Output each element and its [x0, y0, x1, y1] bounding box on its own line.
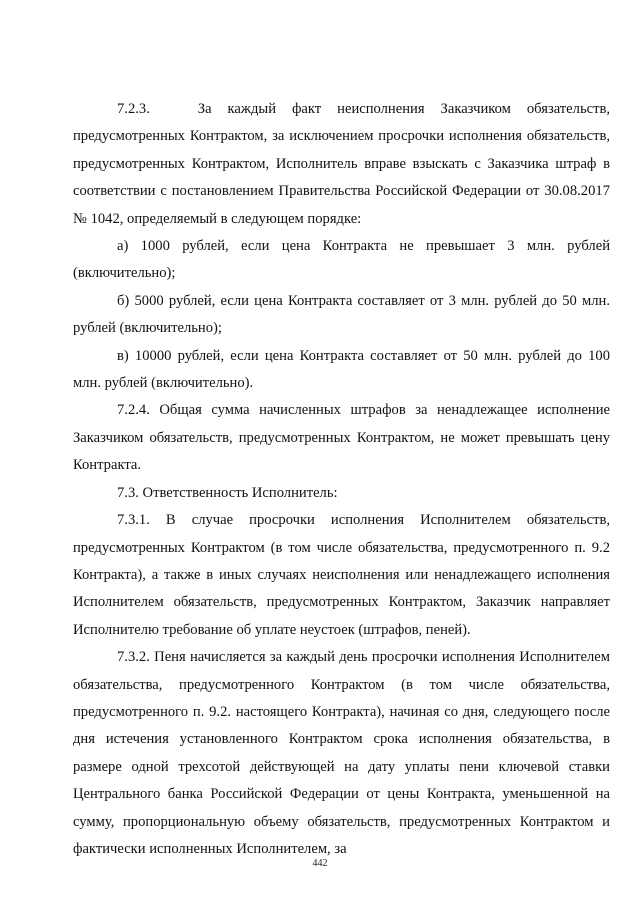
- paragraph-7-2-3: 7.2.3. За каждый факт неисполнения Заказчиком обязательств, предусмотренных Контрактом, за исключением просрочки исполнения обязательств, предусмотренных Контрактом, Исполнитель вправе взыскать с Заказчика штраф в соответствии с постановлением Правительства Российской Федерации от 30.08.2017 № 1042, определяемый в следующем порядке:: [73, 101, 610, 227]
- heading-7-3: 7.3. Ответственность Исполнитель:: [117, 484, 338, 501]
- page-number: 442: [312, 858, 328, 869]
- paragraph-7-3-1: 7.3.1. В случае просрочки исполнения Исполнителем обязательств, предусмотренных Контрактом (в том числе обязательства, предусмотренного п. 9.2 Контракта), а также в иных случаях неисполнения или ненадлежащего исполнения Исполнителем обязательств, предусмотренных Контрактом, Заказчик направляет Исполнителю требование об уплате неустоек (штрафов, пеней).: [73, 512, 610, 638]
- paragraph-item-b: б) 5000 рублей, если цена Контракта составляет от 3 млн. рублей до 50 млн. рублей (включительно);: [73, 292, 610, 337]
- paragraph-item-v: в) 10000 рублей, если цена Контракта составляет от 50 млн. рублей до 100 млн. рублей (включительно).: [73, 347, 610, 392]
- body-text: [73, 96, 610, 863]
- paragraph-7-2-4: 7.2.4. Общая сумма начисленных штрафов за ненадлежащее исполнение Заказчиком обязательств, предусмотренных Контрактом, не может превышать цену Контракта.: [73, 402, 610, 474]
- paragraph-7-3-2: 7.3.2. Пеня начисляется за каждый день просрочки исполнения Исполнителем обязательства, предусмотренного Контрактом (в том числе обязательства, предусмотренного п. 9.2. настоящего Контракта), начиная со дня, следующего после дня истечения установленного Контрактом срока исполнения обязательства, в размере одной трехсотой действующей на дату уплаты пени ключевой ставки Центрального банка Российской Федерации от цены Контракта, уменьшенной на сумму, пропорциональную объему обязательств, предусмотренных Контрактом и фактически исполненных Исполнителем, за: [73, 649, 610, 857]
- paragraph-item-a: а) 1000 рублей, если цена Контракта не превышает 3 млн. рублей (включительно);: [73, 238, 610, 282]
